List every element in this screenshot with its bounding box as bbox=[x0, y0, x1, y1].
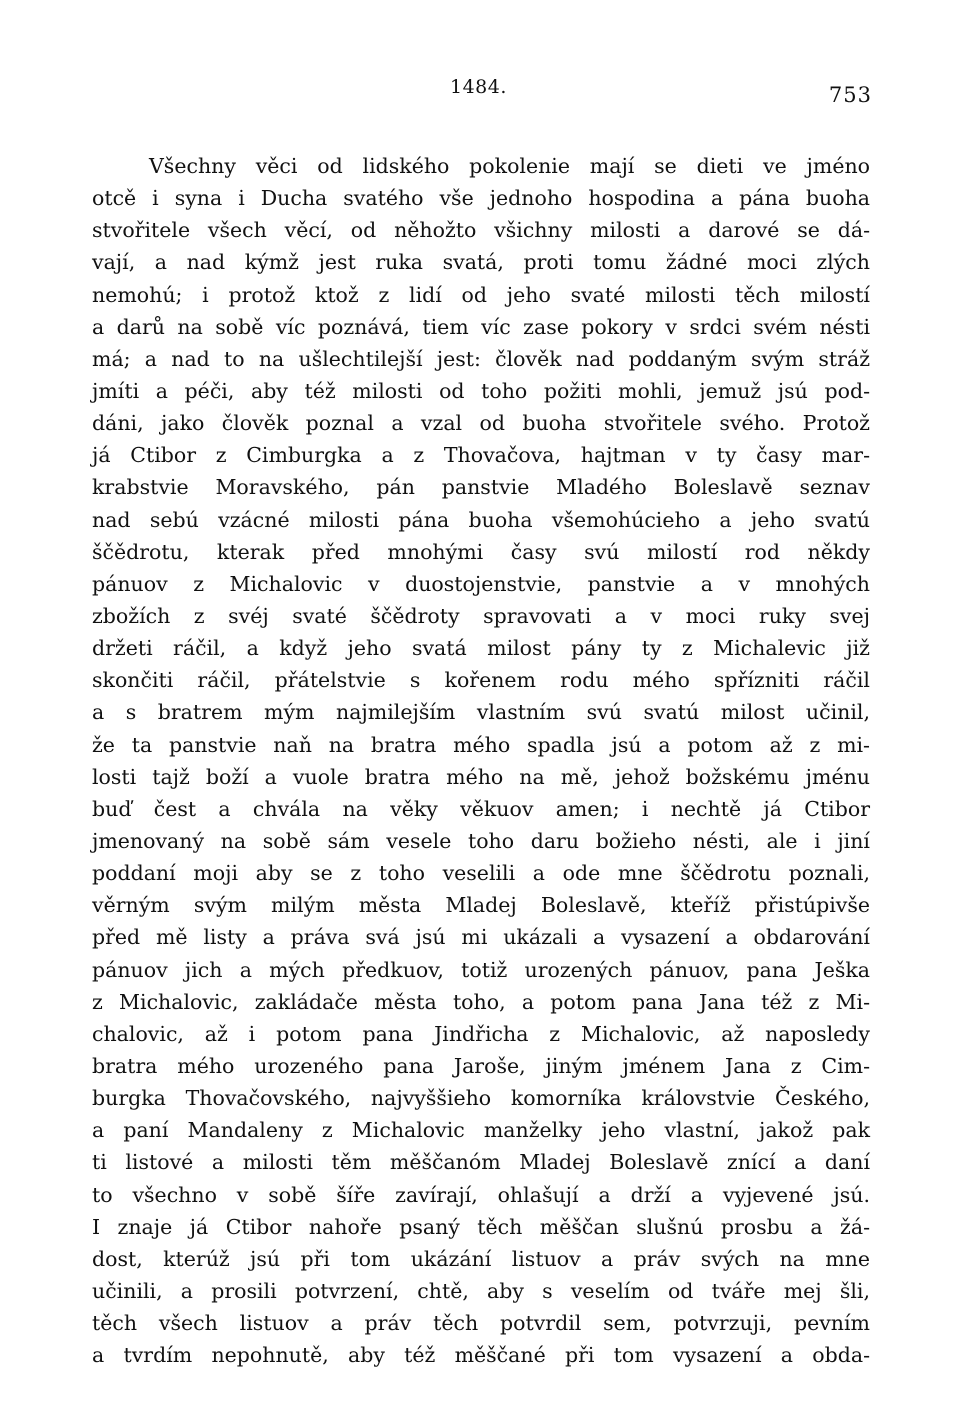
text-line: krabstvie Moravského, pán panstvie Mladého Boleslavě seznav bbox=[92, 475, 870, 500]
text-line: losti tajž boží a vuole bratra mého na mě, jehož božskému jménu bbox=[92, 764, 870, 789]
text-line: a paní Mandaleny z Michalovic manželky jeho vlastní, jakož pak bbox=[92, 1118, 870, 1143]
year-heading: 1484. bbox=[450, 76, 507, 98]
text-line: I znaje já Ctibor nahoře psaný těch měščan slušnú prosbu a žá- bbox=[92, 1214, 870, 1239]
text-line: dáni, jako člověk poznal a vzal od buoha stvořitele svého. Protož bbox=[92, 411, 870, 436]
text-line: před mě listy a práva svá jsú mi ukázali a vysazení a obdarování bbox=[92, 925, 870, 950]
text-line: těch všech listuov a práv těch potvrdil sem, potvrzuji, pevním bbox=[92, 1311, 870, 1336]
text-line: skončiti ráčil, přátelstvie s kořenem rodu mého spřízniti ráčil bbox=[92, 668, 870, 693]
page-header bbox=[0, 76, 960, 106]
text-line: nemohú; i protož ktož z lidí od jeho svaté milosti těch milostí bbox=[92, 282, 870, 307]
text-line: Všechny věci od lidského pokolenie mají se dieti ve jméno bbox=[149, 154, 870, 178]
text-line: má; a nad to na ušlechtilejší jest: člověk nad poddaným svým stráž bbox=[92, 346, 870, 371]
text-line: to všechno v sobě šíře zavírají, ohlašují a drží a vyjevené jsú. bbox=[92, 1182, 870, 1207]
text-line: bratra mého urozeného pana Jaroše, jiným jménem Jana z Cim- bbox=[92, 1053, 870, 1078]
text-line: ščědrotu, kterak před mnohými časy svú milostí rod někdy bbox=[92, 539, 870, 564]
text-line: poddaní moji aby se z toho veselili a ode mne ščědrotu poznali, bbox=[92, 861, 870, 886]
text-line: jmíti a péči, aby též milosti od toho požiti mohli, jemuž jsú pod- bbox=[92, 378, 870, 403]
text-line: chalovic, až i potom pana Jindřicha z Michalovic, až naposledy bbox=[92, 1021, 870, 1046]
text-line: jmenovaný na sobě sám vesele toho daru božieho nésti, ale i jiní bbox=[92, 828, 870, 853]
text-line: vají, a nad kýmž jest ruka svatá, proti tomu žádné moci zlých bbox=[92, 250, 870, 275]
text-line: věrným svým milým města Mladej Boleslavě, kteříž přistúpivše bbox=[92, 893, 870, 918]
text-line: pánuov jich a mých předkuov, totiž urozených pánuov, pana Ješka bbox=[92, 957, 870, 982]
text-line: stvořitele všech věcí, od něhožto všichny milosti a darové se dá- bbox=[92, 218, 870, 243]
text-line: burgka Thovačovského, najvyššieho komorníka královstvie Českého, bbox=[92, 1086, 870, 1111]
text-line: já Ctibor z Cimburgka a z Thovačova, hajtman v ty časy mar- bbox=[92, 443, 870, 468]
text-line: že ta panstvie naň na bratra mého spadla jsú a potom až z mi- bbox=[92, 732, 870, 757]
page-number: 753 bbox=[828, 83, 872, 107]
text-line: zbožích z svéj svaté ščědroty spravovati a v moci ruky svej bbox=[92, 603, 870, 628]
text-line: dost, kterúž jsú při tom ukázání listuov a práv svých na mne bbox=[92, 1246, 870, 1271]
text-line: z Michalovic, zakládače města toho, a potom pana Jana též z Mi- bbox=[92, 989, 870, 1014]
body-text bbox=[92, 150, 870, 1371]
text-line: držeti ráčil, a když jeho svatá milost pány ty z Michalevic již bbox=[92, 636, 870, 661]
text-line: a darů na sobě víc poznává, tiem víc zase pokory v srdci svém nésti bbox=[92, 314, 870, 339]
text-line: buď čest a chvála na věky věkuov amen; i nechtě já Ctibor bbox=[92, 796, 870, 821]
text-line: otcě i syna i Ducha svatého vše jednoho hospodina a pána buoha bbox=[92, 186, 870, 211]
text-line: učinili, a prosili potvrzení, chtě, aby s veselím od tváře mej šli, bbox=[92, 1278, 870, 1303]
text-line: a tvrdím nepohnutě, aby též měščané při tom vysazení a obda- bbox=[92, 1343, 870, 1368]
text-line: ti listové a milosti těm měščanóm Mladej Boleslavě znící a daní bbox=[92, 1150, 870, 1175]
text-line: nad sebú vzácné milosti pána buoha všemohúcieho a jeho svatú bbox=[92, 507, 870, 532]
text-line: a s bratrem mým najmilejším vlastním svú svatú milost učinil, bbox=[92, 700, 870, 725]
text-line: pánuov z Michalovic v duostojenstvie, panstvie a v mnohých bbox=[92, 571, 870, 596]
